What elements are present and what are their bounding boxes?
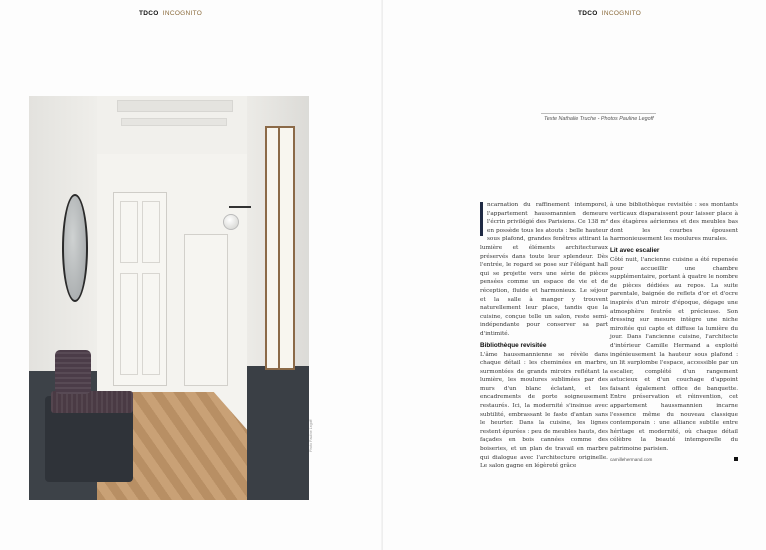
photo-ceiling-molding	[121, 118, 227, 126]
photo-bench-cushion	[51, 391, 133, 413]
page-header-right	[578, 10, 641, 17]
website-link[interactable]: camillehermand.com	[610, 456, 653, 462]
article-intro: ncarnation du raffinement intemporel, l'appartement haussmannien demeure l'écrin privilégié des Parisiens. Ce 138 m² en possède tous les atouts : belle hauteur sous plafond, grandes fenêtres attirant la lumière et éléments architecturaux préservés dans toute leur splendeur. Dès l'entrée, le regard se pose sur l'élégant hall qui se projette vers une série de pièces pensées comme un espace de vie et de réception, fluide et harmonieux. Le séjour et la salle à manger y trouvent naturellement leur place, tandis que la cuisine, conçue telle un salon, reste semi-indépendante pour conserver sa part d'intimité.	[480, 202, 608, 337]
photo-window	[265, 126, 295, 370]
photo-right-wainscot	[247, 366, 309, 500]
byline-rule	[541, 113, 656, 114]
section-title: INCOGNITO	[162, 10, 203, 17]
photo-ceiling-molding	[117, 100, 233, 112]
article-section-1: L'âme haussmannienne se révèle dans chaque détail : les cheminées en marbre, surmontées de grands miroirs reflétant la lumière, les moulures sublimées par des murs d'un blanc éclatant, et les encadrements de porte soigneusement restaurés. Ici, la modernité s'insinue avec subtilité, embrassant le faste d'antan sans le heurter. Dans la cuisine, les lignes restent épurées : peu de meubles hauts, des façades en bois cannées comme des boiseries, et un plan de travail en marbre qui dialogue avec l'architecture originelle. Le salon gagne en légèreté grâce	[480, 351, 608, 470]
door-panel	[142, 273, 160, 375]
article-column-2	[610, 201, 738, 464]
article-section-2: Côté nuit, l'ancienne cuisine a été repensée pour accueillir une chambre supplémentaire, portant à quatre le nombre de pièces dédiées au repos. La suite parentale, baignée de reflets d'or et d'ocre inspirés d'un miroir d'époque, dégage une atmosphère feutrée et précieuse. Son dressing sur mesure intègre une niche miroitée qui capte et diffuse la lumière du jour. Dans l'ancienne cuisine, l'architecte d'intérieur Camille Hermand a exploité ingénieusement la hauteur sous plafond : un lit surplombe l'espace, accessible par un escalier, complété d'un rangement astucieux et d'un couchage d'appoint faisant également office de banquette. Entre préservation et réinvention, cet appartement haussmannien incarne l'essence même du nouveau classique contemporain : une alliance subtile entre héritage et modernité, où chaque détail célèbre la beauté intemporelle du patrimoine parisien.	[610, 256, 738, 453]
door-panel	[120, 201, 138, 263]
subheading-lit: Lit avec escalier	[610, 246, 660, 254]
magazine-brand: TDCO	[139, 10, 159, 17]
section-title: INCOGNITO	[601, 10, 642, 17]
photo-globe-lamp	[223, 214, 239, 230]
drop-cap-bar	[480, 202, 483, 236]
door-panel	[142, 201, 160, 263]
page-header-left	[139, 10, 202, 17]
article-column-1	[480, 201, 608, 471]
subheading-bibliotheque: Bibliothèque revisitée	[480, 341, 547, 349]
photo-oval-mirror	[62, 194, 88, 302]
photo-double-door	[113, 192, 167, 386]
photo-credit: Photo Pauline Legoff	[309, 419, 313, 452]
article-end	[610, 454, 738, 465]
byline: Texte Nathalie Truche - Photos Pauline Legoff	[544, 116, 654, 122]
photo-pillow	[55, 350, 91, 394]
hallway-photo	[29, 96, 309, 500]
photo-wall-lamp-arm	[229, 206, 251, 208]
article-continuation: à une bibliothèque revisitée : ses montants verticaux disparaissent pour laisser place à des étagères aériennes et des meubles bas dont les courbes épousent harmonieusement les moulures murales.	[610, 202, 738, 243]
door-panel	[120, 273, 138, 375]
magazine-brand: TDCO	[578, 10, 598, 17]
end-square-icon	[734, 457, 738, 461]
photo-far-door	[184, 234, 228, 386]
